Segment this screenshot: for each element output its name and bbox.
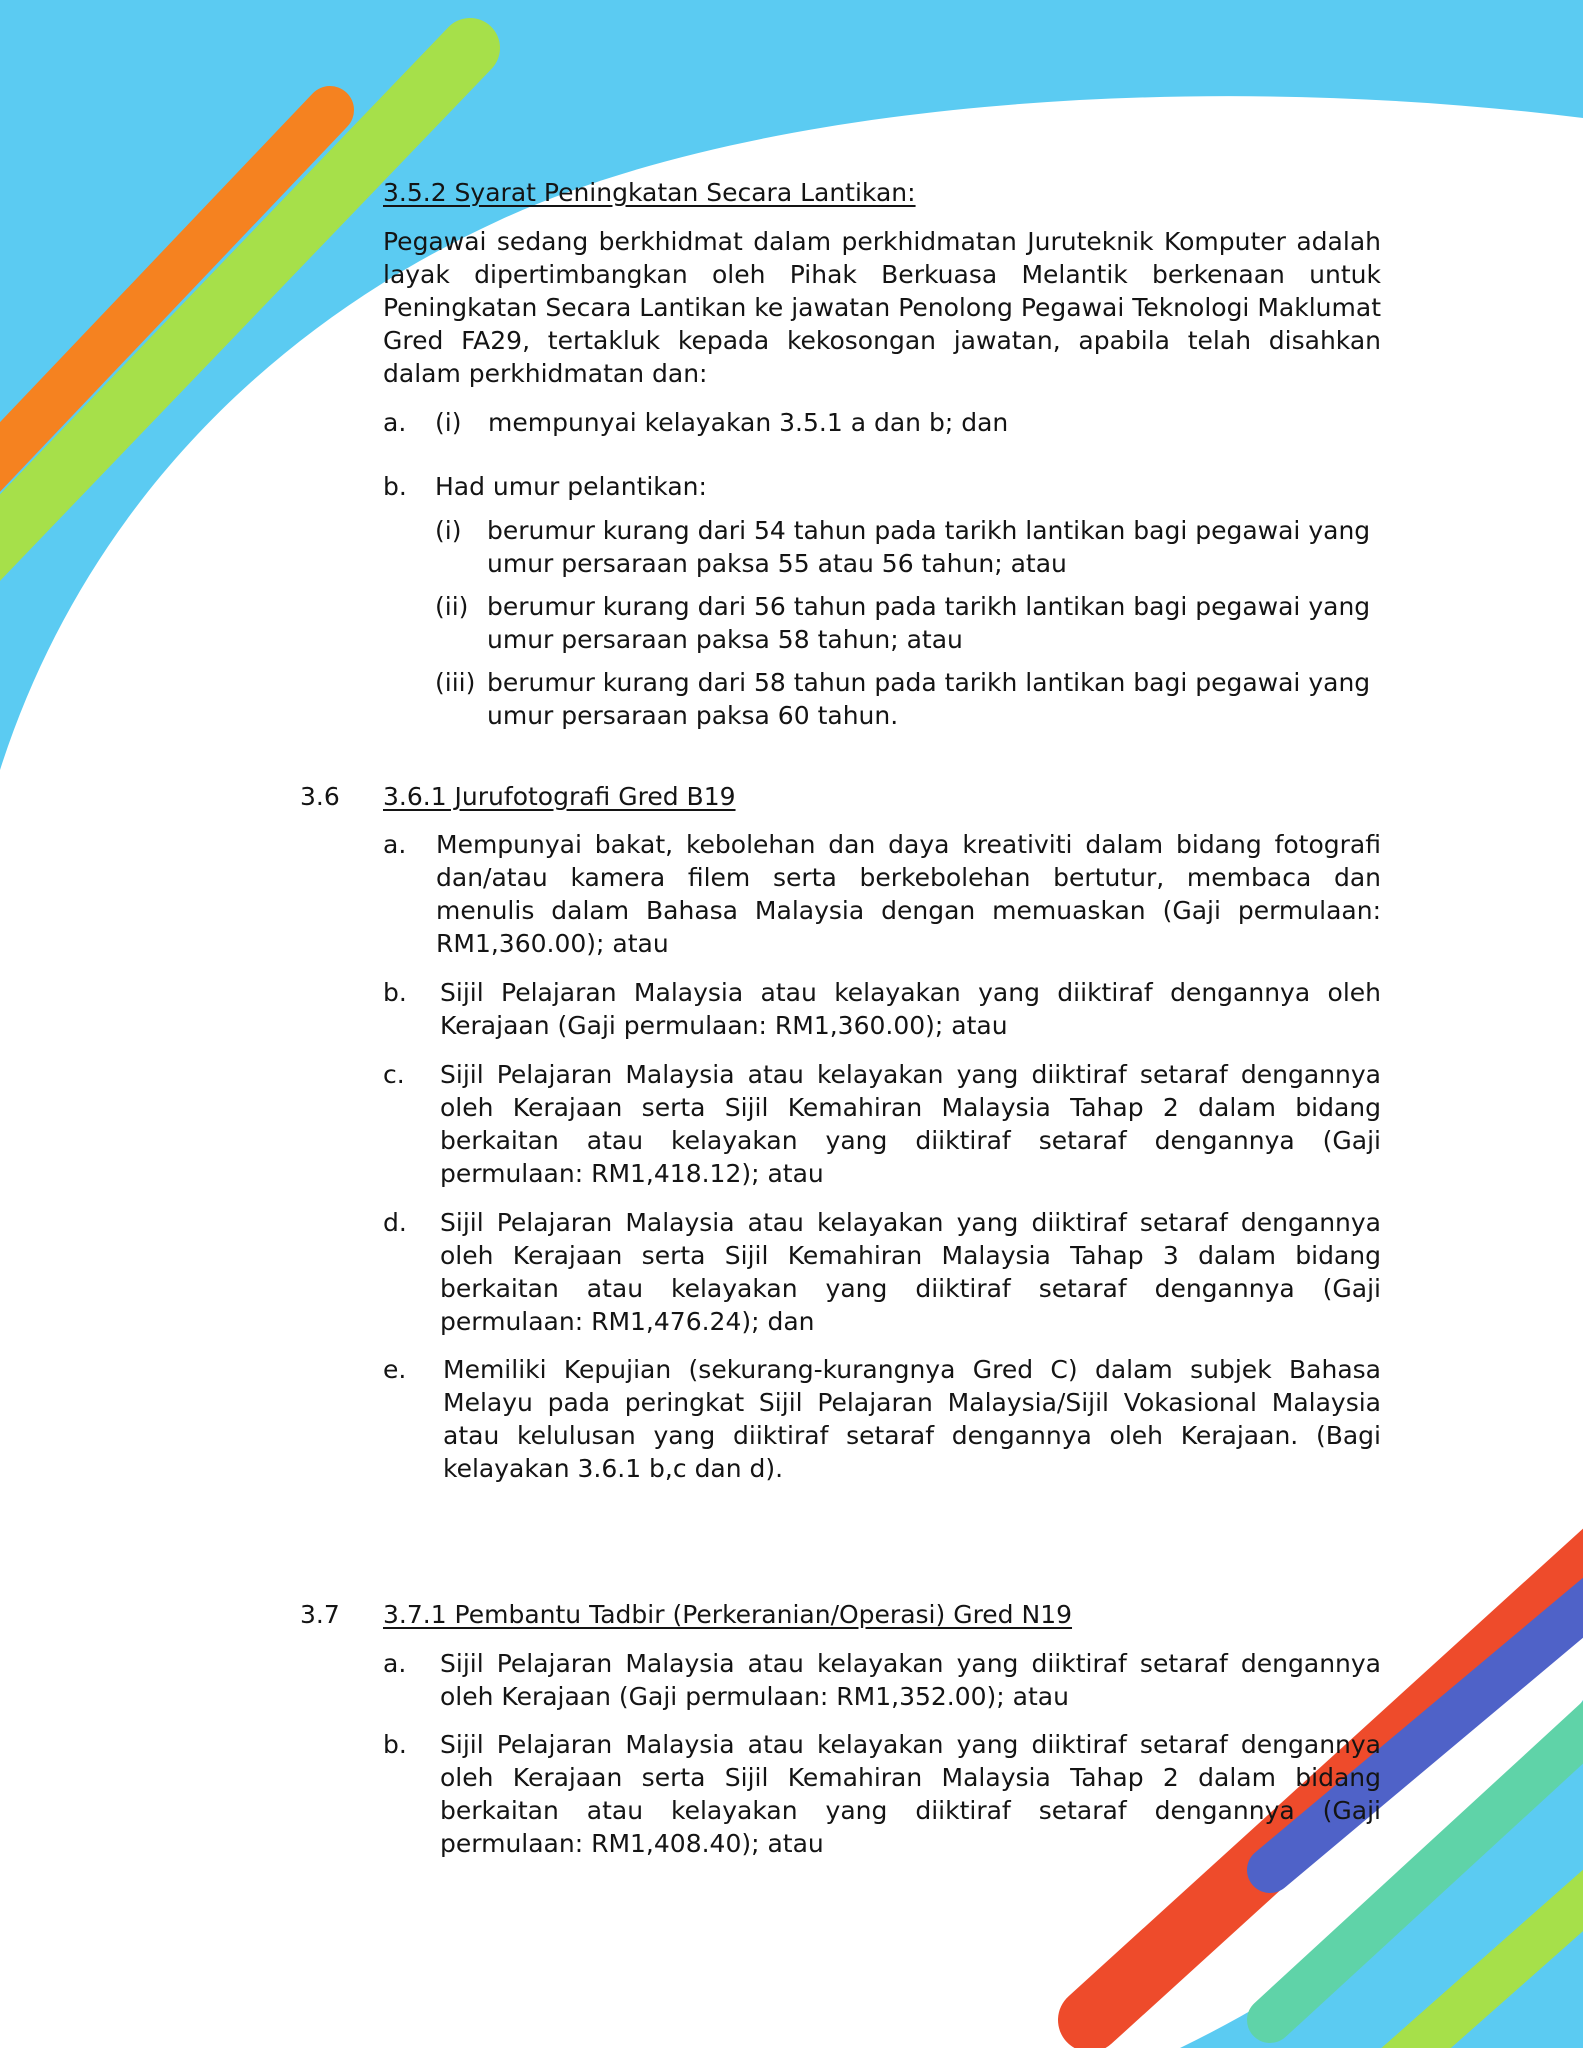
- subitem-text: berumur kurang dari 58 tahun pada tarikh lantikan bagi pegawai yang umur persaraan paksa 60 tahun.: [487, 668, 1371, 730]
- item-text: Sijil Pelajaran Malaysia atau kelayakan yang diiktiraf setaraf dengannya oleh Kerajaan (Gaji permulaan: RM1,352.00); atau: [440, 1649, 1381, 1711]
- item-letter: c.: [383, 1060, 405, 1089]
- subitem-text: berumur kurang dari 54 tahun pada tarikh lantikan bagi pegawai yang umur persaraan paksa 55 atau 56 tahun; atau: [487, 516, 1371, 578]
- subitem-roman: (i): [435, 516, 462, 545]
- item-text: Sijil Pelajaran Malaysia atau kelayakan yang diiktiraf setaraf dengannya oleh Kerajaan serta Sijil Kemahiran Malaysia Tahap 2 dalam bidang berkaitan atau kelayakan yang diiktiraf setaraf dengannya (Gaji permulaan: RM1,418.12); atau: [440, 1060, 1381, 1188]
- item-letter: a.: [383, 408, 407, 437]
- item-text: Mempunyai bakat, kebolehan dan daya kreativiti dalam bidang fotografi dan/atau kamera filem serta berkebolehan bertutur, membaca dan menulis dalam Bahasa Malaysia dengan memuaskan (Gaji permulaan: RM1,360.00); atau: [436, 830, 1381, 958]
- item-letter: d.: [383, 1208, 407, 1237]
- item-text: Memiliki Kepujian (sekurang-kurangnya Gred C) dalam subjek Bahasa Melayu pada peringkat Sijil Pelajaran Malaysia/Sijil Vokasional Malaysia atau kelulusan yang diiktiraf setaraf dengannya oleh Kerajaan. (Bagi kelayakan 3.6.1 b,c dan d).: [443, 1355, 1381, 1483]
- section-36-heading: 3.6.1 Jurufotografi Gred B19: [383, 782, 736, 811]
- section-352-paragraph: Pegawai sedang berkhidmat dalam perkhidmatan Juruteknik Komputer adalah layak dipertimbangkan oleh Pihak Berkuasa Melantik berkenaan untuk Peningkatan Secara Lantikan ke jawatan Penolong Pegawai Teknologi Maklumat Gred FA29, tertakluk kepada kekosongan jawatan, apabila telah disahkan dalam perkhidmatan dan:: [383, 227, 1381, 388]
- item-letter: e.: [383, 1355, 407, 1384]
- item-text: Sijil Pelajaran Malaysia atau kelayakan yang diiktiraf setaraf dengannya oleh Kerajaan serta Sijil Kemahiran Malaysia Tahap 3 dalam bidang berkaitan atau kelayakan yang diiktiraf setaraf dengannya (Gaji permulaan: RM1,476.24); dan: [440, 1208, 1381, 1336]
- subitem-text: berumur kurang dari 56 tahun pada tarikh lantikan bagi pegawai yang umur persaraan paksa 58 tahun; atau: [487, 592, 1371, 654]
- item-roman: (i): [435, 408, 462, 437]
- item-letter: a.: [383, 830, 407, 859]
- item-letter: b.: [383, 978, 407, 1007]
- item-text: Sijil Pelajaran Malaysia atau kelayakan yang diiktiraf dengannya oleh Kerajaan (Gaji permulaan: RM1,360.00); atau: [440, 978, 1381, 1040]
- item-letter: b.: [383, 472, 407, 501]
- section-number: 3.6: [300, 782, 340, 811]
- section-37-heading: 3.7.1 Pembantu Tadbir (Perkeranian/Operasi) Gred N19: [383, 1600, 1073, 1629]
- item-text: Sijil Pelajaran Malaysia atau kelayakan yang diiktiraf setaraf dengannya oleh Kerajaan serta Sijil Kemahiran Malaysia Tahap 2 dalam bidang berkaitan atau kelayakan yang diiktiraf setaraf dengannya (Gaji permulaan: RM1,408.40); atau: [440, 1730, 1381, 1858]
- section-number: 3.7: [300, 1600, 340, 1629]
- item-text: mempunyai kelayakan 3.5.1 a dan b; dan: [488, 408, 1009, 437]
- subitem-roman: (iii): [435, 668, 476, 697]
- subitem-roman: (ii): [435, 592, 469, 621]
- item-letter: b.: [383, 1730, 407, 1759]
- item-text: Had umur pelantikan:: [435, 472, 707, 501]
- section-352-heading: 3.5.2 Syarat Peningkatan Secara Lantikan:: [383, 178, 916, 207]
- item-letter: a.: [383, 1649, 407, 1678]
